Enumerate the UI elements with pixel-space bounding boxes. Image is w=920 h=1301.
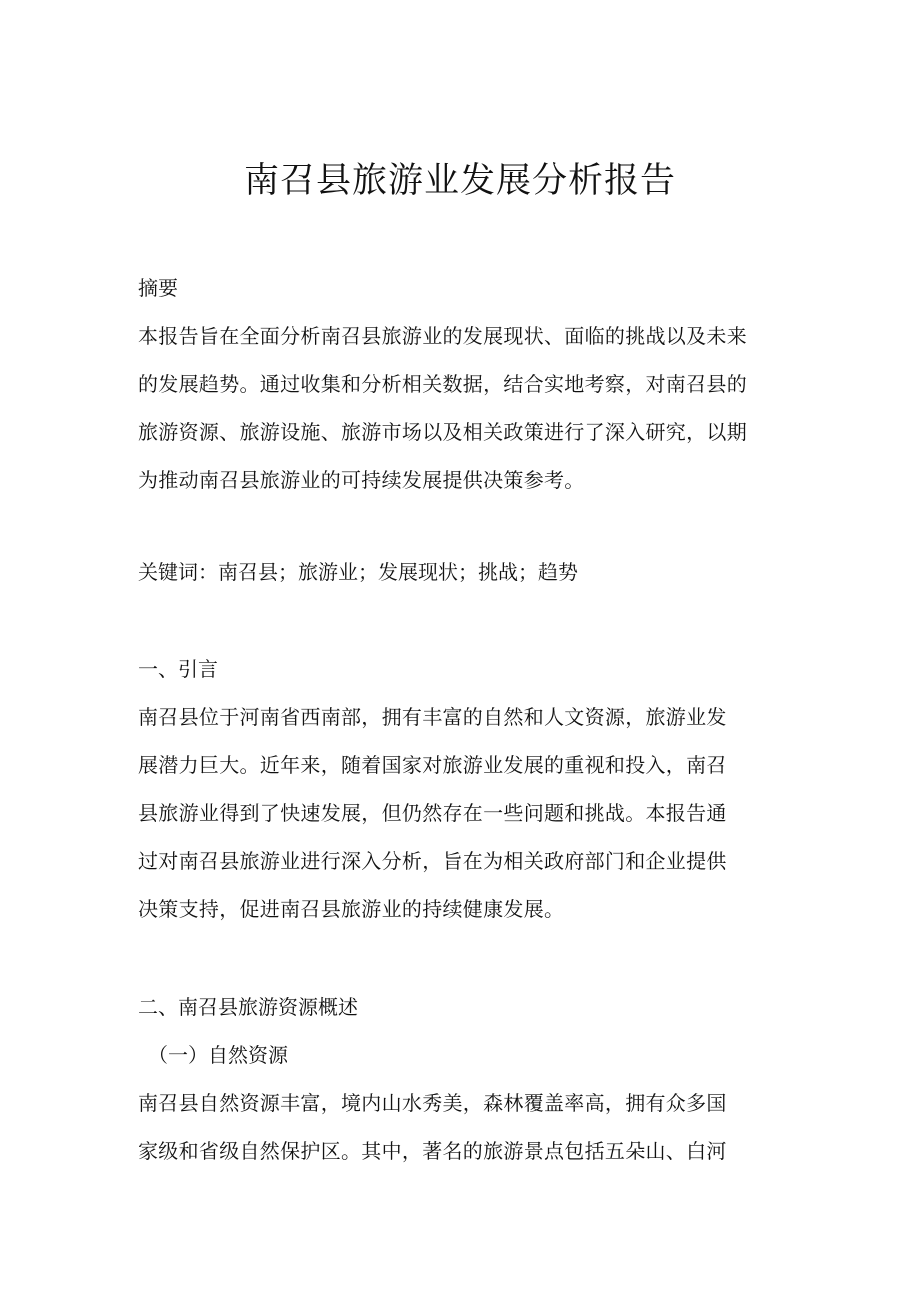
keywords-line: 关键词：南召县；旅游业；发展现状；挑战；趋势 bbox=[138, 560, 578, 584]
section-1-paragraph bbox=[138, 693, 788, 933]
document-title: 南召县旅游业发展分析报告 bbox=[243, 161, 676, 201]
abstract-paragraph bbox=[138, 312, 788, 504]
section-1-heading: 一、引言 bbox=[138, 657, 218, 681]
abstract-line: 本报告旨在全面分析南召县旅游业的发展现状、面临的挑战以及未来 bbox=[138, 324, 747, 348]
section-1-line: 县旅游业得到了快速发展，但仍然存在一些问题和挑战。本报告通 bbox=[138, 801, 727, 825]
section-1-line: 展潜力巨大。近年来，随着国家对旅游业发展的重视和投入，南召 bbox=[138, 753, 727, 777]
section-1-line: 决策支持，促进南召县旅游业的持续健康发展。 bbox=[138, 897, 565, 921]
section-2-heading: 二、南召县旅游资源概述 bbox=[138, 995, 358, 1019]
section-2-line: 家级和省级自然保护区。其中，著名的旅游景点包括五朵山、白河 bbox=[138, 1139, 727, 1163]
section-2-subheading: （一）自然资源 bbox=[148, 1043, 288, 1067]
section-2-line: 南召县自然资源丰富，境内山水秀美，森林覆盖率高，拥有众多国 bbox=[138, 1091, 727, 1115]
abstract-heading: 摘要 bbox=[138, 276, 178, 300]
section-1-line: 过对南召县旅游业进行深入分析，旨在为相关政府部门和企业提供 bbox=[138, 849, 727, 873]
section-1-line: 南召县位于河南省西南部，拥有丰富的自然和人文资源，旅游业发 bbox=[138, 705, 727, 729]
abstract-line: 为推动南召县旅游业的可持续发展提供决策参考。 bbox=[138, 468, 585, 492]
abstract-line: 的发展趋势。通过收集和分析相关数据，结合实地考察，对南召县的 bbox=[138, 372, 747, 396]
section-2-paragraph bbox=[138, 1079, 788, 1175]
abstract-line: 旅游资源、旅游设施、旅游市场以及相关政策进行了深入研究，以期 bbox=[138, 420, 747, 444]
